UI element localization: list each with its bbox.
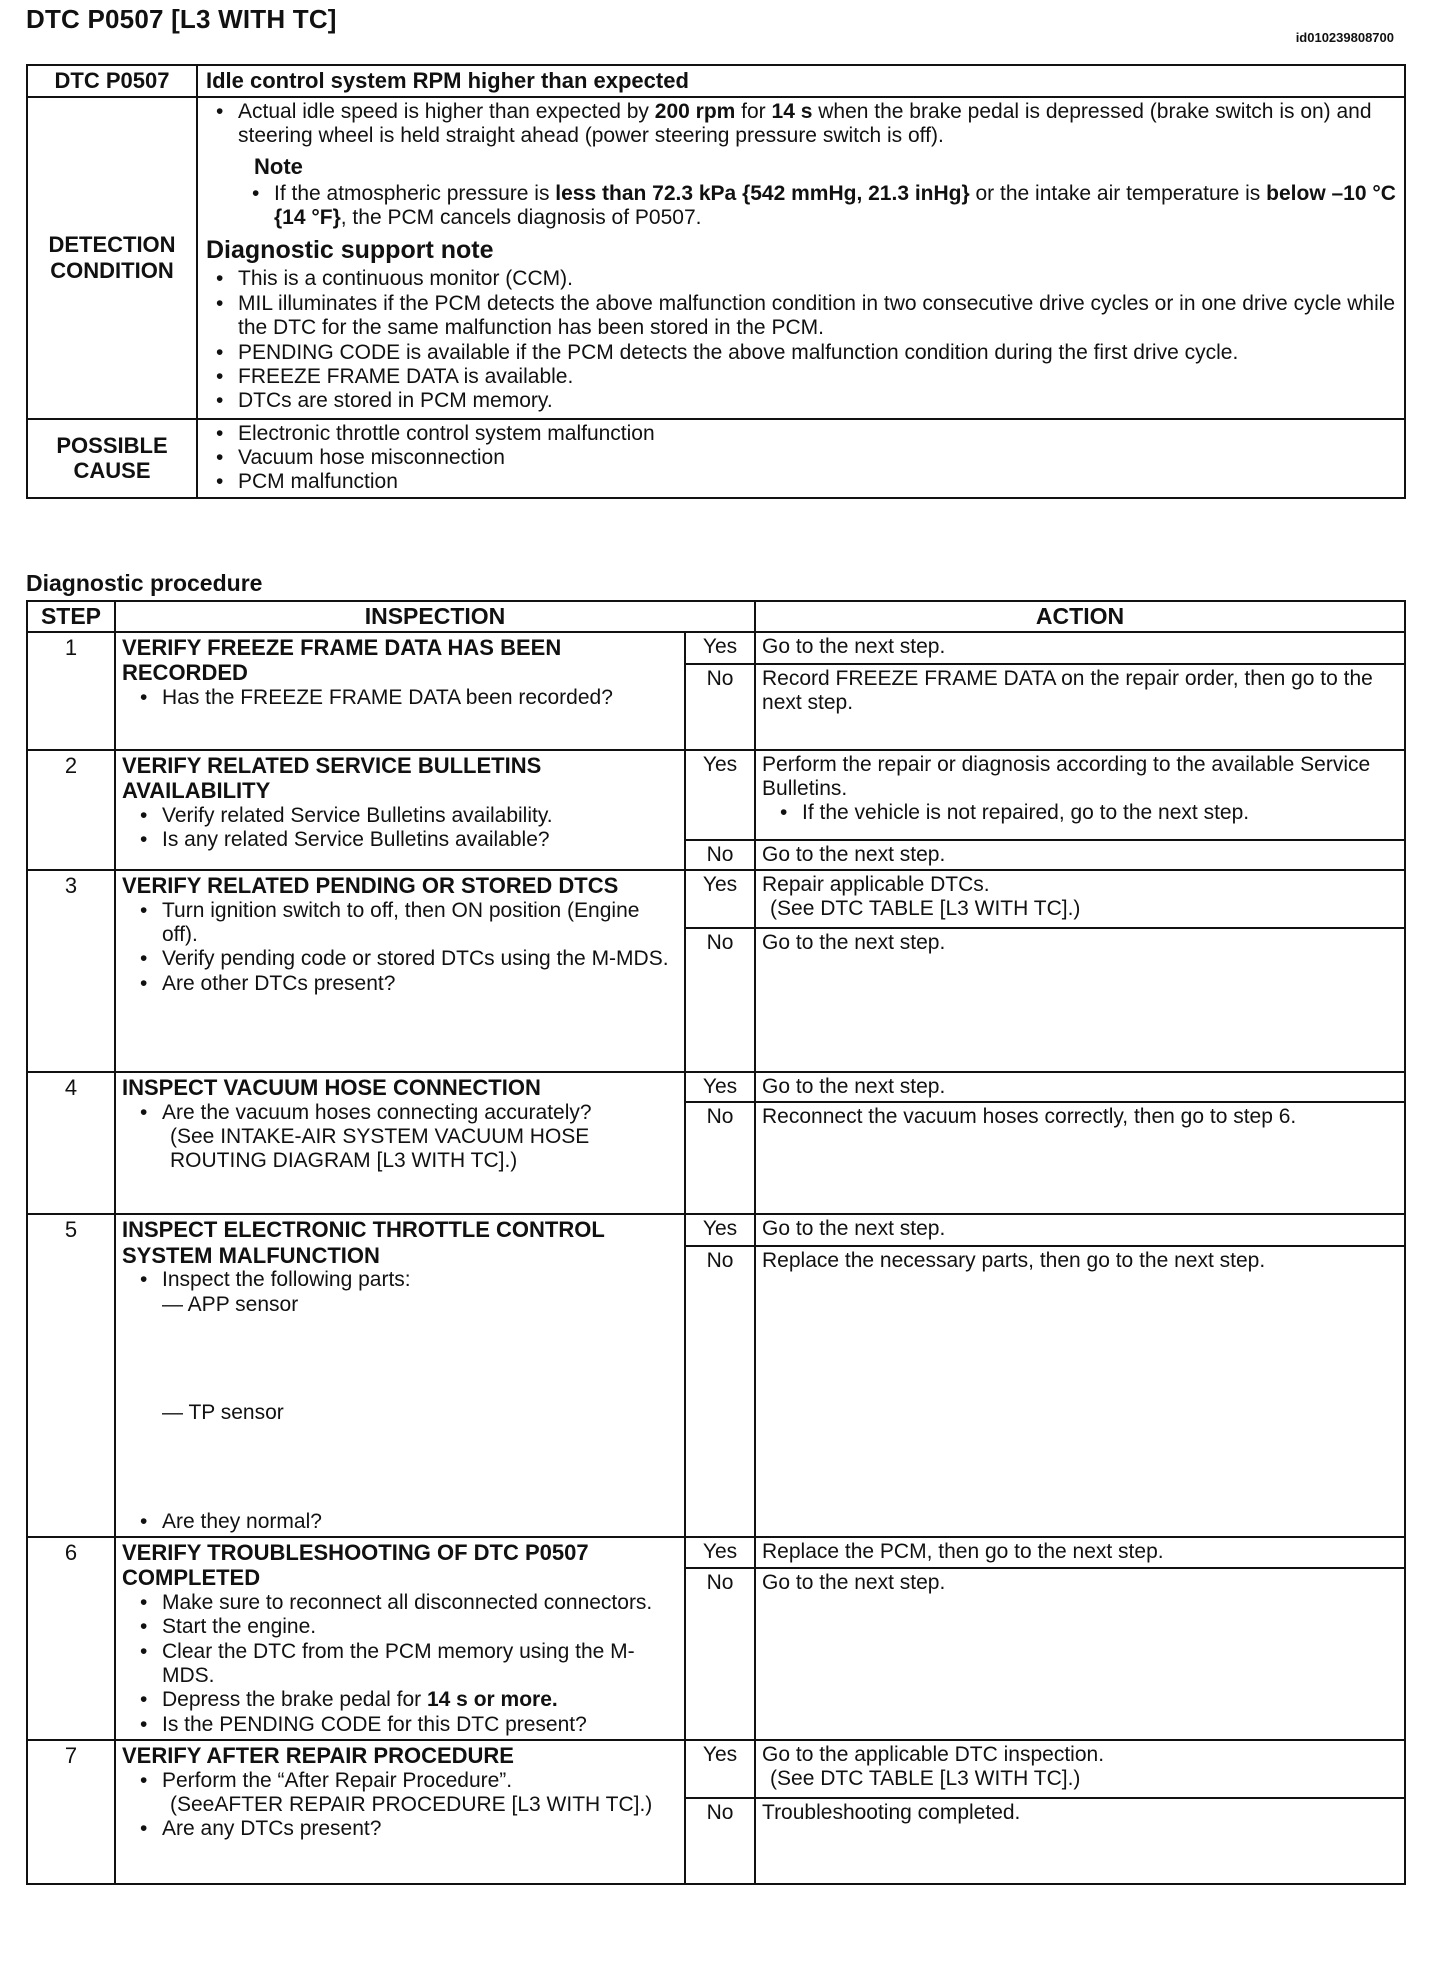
note-heading: Note <box>254 154 303 180</box>
support-note-heading: Diagnostic support note <box>206 236 494 265</box>
no-label: No <box>685 928 755 1072</box>
no-action: Go to the next step. <box>755 840 1405 870</box>
text: Actual idle speed is higher than expected by <box>238 99 655 123</box>
column-header-inspection: INSPECTION <box>115 601 755 632</box>
no-action: Troubleshooting completed. <box>755 1798 1405 1884</box>
support-item: • MIL illuminates if the PCM detects the above malfunction condition in two consecutive drive cycles or in one drive cycle while the DTC for the same malfunction has been stored in the PCM. <box>238 292 1398 341</box>
label-line: POSSIBLE <box>56 432 168 458</box>
note-item <box>274 182 1398 231</box>
inspection-item: • Make sure to reconnect all disconnected connectors. <box>162 1591 678 1615</box>
note-list <box>204 182 1398 231</box>
step-number: 7 <box>27 1740 115 1884</box>
yes-action-reference: (See DTC TABLE [L3 WITH TC].) <box>770 897 1081 921</box>
summary-header-row <box>27 65 1405 97</box>
yes-action-text: Go to the applicable DTC inspection. <box>762 1743 1105 1767</box>
cause-item: • Vacuum hose misconnection <box>238 446 1398 470</box>
no-label: No <box>685 664 755 750</box>
step-row <box>27 1214 1405 1246</box>
no-label: No <box>685 1246 755 1537</box>
yes-action: Replace the PCM, then go to the next step. <box>755 1537 1405 1568</box>
step-number: 4 <box>27 1072 115 1214</box>
text: or the intake air temperature is <box>969 181 1267 205</box>
detection-condition-content <box>197 97 1405 419</box>
label-line: CAUSE <box>73 458 151 484</box>
inspection-reference: (SeeAFTER REPAIR PROCEDURE [L3 WITH TC].) <box>170 1792 653 1816</box>
step-inspection <box>115 1214 685 1536</box>
yes-label: Yes <box>685 1214 755 1246</box>
bold-text: 14 s or more. <box>426 1688 558 1712</box>
inspection-item-text: Are the vacuum hoses connecting accurately? <box>162 1100 592 1124</box>
inspection-item: • Clear the DTC from the PCM memory using the M-MDS. <box>162 1640 678 1689</box>
page-title: DTC P0507 [L3 WITH TC] <box>26 4 337 34</box>
inspection-item: • Is the PENDING CODE for this DTC present? <box>162 1713 678 1737</box>
step-row <box>27 1072 1405 1102</box>
no-label: No <box>685 840 755 870</box>
procedure-heading: Diagnostic procedure <box>26 570 263 596</box>
step-inspection <box>115 632 685 750</box>
detection-list <box>204 100 1398 149</box>
bold-text: 14 s <box>771 99 813 123</box>
yes-action: Go to the next step. <box>755 1214 1405 1246</box>
bold-text: less than 72.3 kPa {542 mmHg, 21.3 inHg} <box>555 181 970 205</box>
yes-action <box>755 750 1405 840</box>
inspection-list <box>122 804 678 853</box>
no-action: Reconnect the vacuum hoses correctly, then go to step 6. <box>755 1102 1405 1214</box>
text: for <box>735 99 772 123</box>
yes-label: Yes <box>685 870 755 928</box>
inspection-item: • Start the engine. <box>162 1615 678 1639</box>
no-label: No <box>685 1798 755 1884</box>
yes-label: Yes <box>685 1740 755 1798</box>
step-inspection <box>115 750 685 870</box>
step-inspection <box>115 1537 685 1740</box>
diagnostic-procedure-table <box>26 600 1406 1885</box>
inspection-item: • Turn ignition switch to off, then ON position (Engine off). <box>162 899 678 948</box>
step-row <box>27 1740 1405 1798</box>
yes-label: Yes <box>685 632 755 664</box>
step-title: INSPECT ELECTRONIC THROTTLE CONTROL SYSTEM MALFUNCTION <box>122 1217 605 1268</box>
support-item: • FREEZE FRAME DATA is available. <box>238 365 1398 389</box>
step-title: VERIFY RELATED PENDING OR STORED DTCS <box>122 873 619 899</box>
support-item: • DTCs are stored in PCM memory. <box>238 389 1398 413</box>
yes-action-text: Perform the repair or diagnosis according to the available Service Bulletins. <box>762 752 1371 801</box>
step-title: VERIFY AFTER REPAIR PROCEDURE <box>122 1743 514 1769</box>
yes-action-sub-item: • If the vehicle is not repaired, go to the next step. <box>802 801 1398 825</box>
step-row <box>27 870 1405 928</box>
no-label: No <box>685 1568 755 1740</box>
possible-cause-row <box>27 419 1405 498</box>
inspection-item: • Are they normal? <box>162 1510 678 1534</box>
yes-label: Yes <box>685 1072 755 1102</box>
inspection-item: • Verify related Service Bulletins availability. <box>162 804 678 828</box>
procedure-header-row <box>27 601 1405 632</box>
text: when the brake pedal is depressed (brake switch is on) and steering wheel is held straight ahead (power steering pressure switch is off). <box>238 99 1372 147</box>
inspection-item: • Are other DTCs present? <box>162 972 678 996</box>
dtc-code: DTC P0507 <box>27 65 197 97</box>
column-header-step: STEP <box>27 601 115 632</box>
no-action: Go to the next step. <box>755 928 1405 1072</box>
inspection-list <box>122 1591 678 1737</box>
dtc-summary-table <box>26 64 1406 499</box>
dtc-description: Idle control system RPM higher than expected <box>197 65 1405 97</box>
detection-condition-row <box>27 97 1405 419</box>
inspection-item-text: Inspect the following parts: <box>162 1268 411 1292</box>
part-item: — TP sensor <box>162 1401 284 1425</box>
cause-list <box>204 422 1398 495</box>
step-title: VERIFY RELATED SERVICE BULLETINS AVAILABILITY <box>122 752 542 804</box>
support-item: • PENDING CODE is available if the PCM detects the above malfunction condition during the first drive cycle. <box>238 341 1398 365</box>
yes-action: Go to the next step. <box>755 1072 1405 1102</box>
text: , the PCM cancels diagnosis of P0507. <box>340 206 702 230</box>
possible-cause-label <box>27 419 197 498</box>
label-line: CONDITION <box>50 257 174 283</box>
inspection-item: • Are any DTCs present? <box>162 1817 678 1841</box>
step-number: 5 <box>27 1214 115 1536</box>
inspection-item: • Verify pending code or stored DTCs using the M-MDS. <box>162 947 678 971</box>
step-title: VERIFY TROUBLESHOOTING OF DTC P0507 COMPLETED <box>122 1539 589 1591</box>
step-number: 2 <box>27 750 115 870</box>
label-line: DETECTION <box>48 232 176 258</box>
step-inspection <box>115 1740 685 1884</box>
step-row <box>27 632 1405 664</box>
bold-text: below –10 °C {14 °F} <box>274 181 1396 230</box>
detection-condition-label <box>27 97 197 419</box>
yes-action: Go to the next step. <box>755 632 1405 664</box>
step-number: 3 <box>27 870 115 1072</box>
inspection-list <box>122 1101 678 1174</box>
yes-action-reference: (See DTC TABLE [L3 WITH TC].) <box>770 1767 1081 1791</box>
step-number: 1 <box>27 632 115 750</box>
inspection-reference: (See INTAKE-AIR SYSTEM VACUUM HOSE ROUTING DIAGRAM [L3 WITH TC].) <box>170 1124 590 1173</box>
no-action: Go to the next step. <box>755 1568 1405 1740</box>
no-action: Replace the necessary parts, then go to the next step. <box>755 1246 1405 1537</box>
inspection-item <box>162 1769 678 1818</box>
no-label: No <box>685 1102 755 1214</box>
part-item: — APP sensor <box>162 1292 299 1316</box>
inspection-list <box>122 686 678 710</box>
possible-cause-content <box>197 419 1405 498</box>
step-inspection <box>115 870 685 1072</box>
inspection-list <box>122 899 678 996</box>
inspection-item <box>162 1101 678 1174</box>
support-item: • This is a continuous monitor (CCM). <box>238 267 1398 291</box>
inspection-item-text: Perform the “After Repair Procedure”. <box>162 1768 513 1792</box>
no-action: Record FREEZE FRAME DATA on the repair order, then go to the next step. <box>755 664 1405 750</box>
yes-action-text: Repair applicable DTCs. <box>762 873 990 897</box>
cause-item: • PCM malfunction <box>238 470 1398 494</box>
inspection-list <box>122 1769 678 1842</box>
inspection-item: • Has the FREEZE FRAME DATA been recorded? <box>162 686 678 710</box>
column-header-action: ACTION <box>755 601 1405 632</box>
inspection-item: • Is any related Service Bulletins available? <box>162 828 678 852</box>
inspection-list <box>122 1268 678 1533</box>
text: If the atmospheric pressure is <box>274 181 556 205</box>
text: Depress the brake pedal for <box>162 1688 427 1712</box>
inspection-item <box>162 1688 678 1712</box>
bold-text: 200 rpm <box>654 99 736 123</box>
document-id: id010239808700 <box>1295 30 1394 45</box>
yes-label: Yes <box>685 1537 755 1568</box>
step-number: 6 <box>27 1537 115 1740</box>
support-note-list <box>204 267 1398 413</box>
step-row <box>27 1537 1405 1568</box>
yes-label: Yes <box>685 750 755 840</box>
detection-item <box>238 100 1398 149</box>
yes-action-sub-list <box>762 801 1398 825</box>
yes-action <box>755 870 1405 928</box>
step-inspection <box>115 1072 685 1214</box>
inspection-item <box>162 1268 678 1425</box>
step-row <box>27 750 1405 840</box>
cause-item: • Electronic throttle control system malfunction <box>238 422 1398 446</box>
step-title: INSPECT VACUUM HOSE CONNECTION <box>122 1075 541 1101</box>
step-title: VERIFY FREEZE FRAME DATA HAS BEEN RECORDED <box>122 634 562 686</box>
yes-action <box>755 1740 1405 1798</box>
